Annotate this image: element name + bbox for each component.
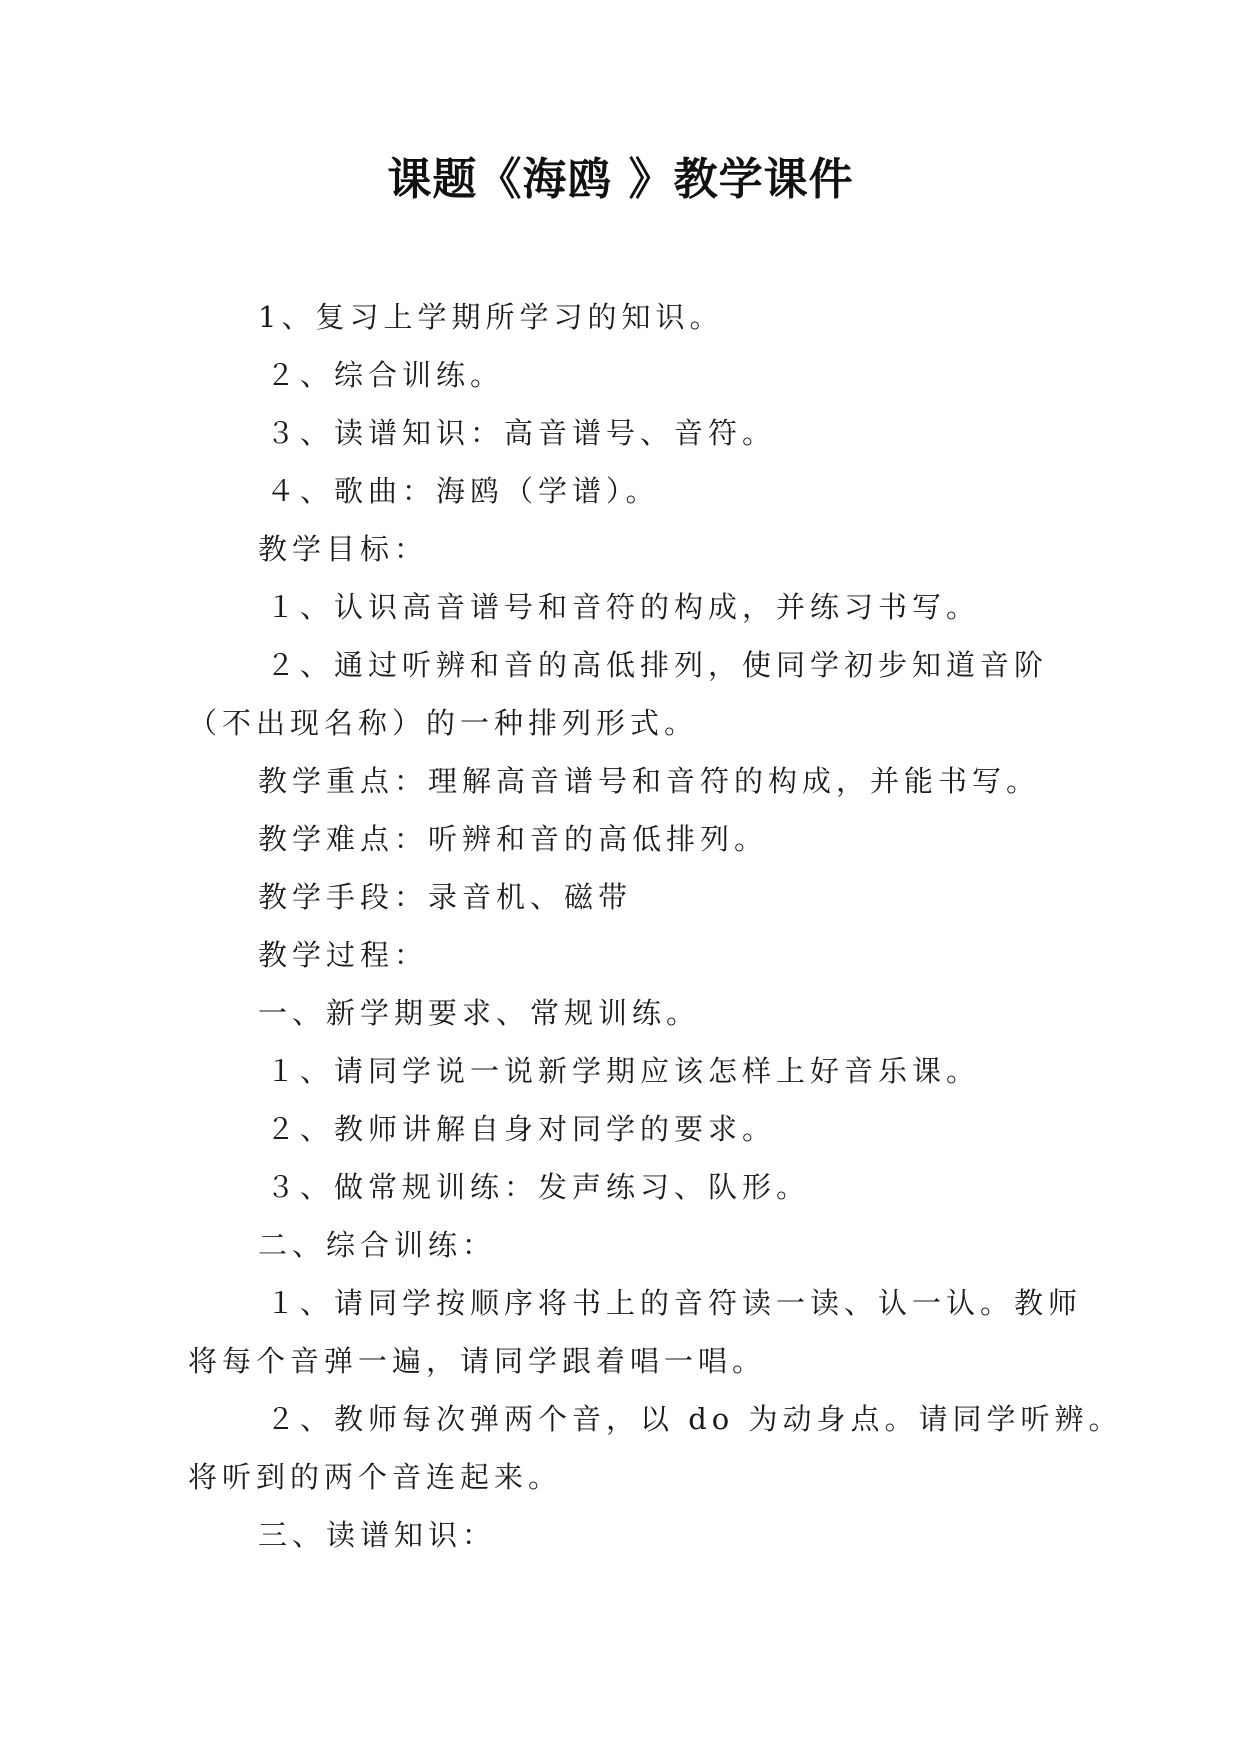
section-heading: 教学过程： <box>258 938 429 972</box>
document-title: 课题《海鸥 》教学课件 <box>387 154 854 205</box>
paragraph-line: ２、教师讲解自身对同学的要求。 <box>266 1112 777 1146</box>
paragraph-line: 教学重点：理解高音谱号和音符的构成，并能书写。 <box>258 764 1041 798</box>
paragraph-line: 将每个音弹一遍，请同学跟着唱一唱。 <box>188 1344 767 1378</box>
paragraph-line: ３、读谱知识：高音谱号、音符。 <box>266 416 777 450</box>
paragraph-line: 将听到的两个音连起来。 <box>188 1460 563 1494</box>
paragraph-line: 教学难点：听辨和音的高低排列。 <box>258 822 769 856</box>
section-heading: 一、新学期要求、常规训练。 <box>258 996 701 1030</box>
section-heading: 三、读谱知识： <box>258 1518 497 1552</box>
paragraph-line: １、请同学按顺序将书上的音符读一读、认一认。教师 <box>266 1286 1083 1320</box>
paragraph-line: 1、复习上学期所学习的知识。 <box>258 300 724 334</box>
paragraph-line: ２、通过听辨和音的高低排列，使同学初步知道音阶 <box>266 648 1049 682</box>
paragraph-line: １、认识高音谱号和音符的构成，并练习书写。 <box>266 590 981 624</box>
section-heading: 教学目标： <box>258 532 429 566</box>
paragraph-line: 教学手段：录音机、磁带 <box>258 880 633 914</box>
paragraph-line: ３、做常规训练：发声练习、队形。 <box>266 1170 811 1204</box>
paragraph-line: （不出现名称）的一种排列形式。 <box>188 706 699 740</box>
paragraph-line: １、请同学说一说新学期应该怎样上好音乐课。 <box>266 1054 981 1088</box>
document-body <box>188 288 1123 1564</box>
paragraph-line: ２、教师每次弹两个音，以 do 为动身点。请同学听辨。 <box>266 1402 1123 1436</box>
paragraph-line: ２、综合训练。 <box>266 358 505 392</box>
paragraph-line: ４、歌曲：海鸥（学谱）。 <box>266 474 660 508</box>
section-heading: 二、综合训练： <box>258 1228 497 1262</box>
